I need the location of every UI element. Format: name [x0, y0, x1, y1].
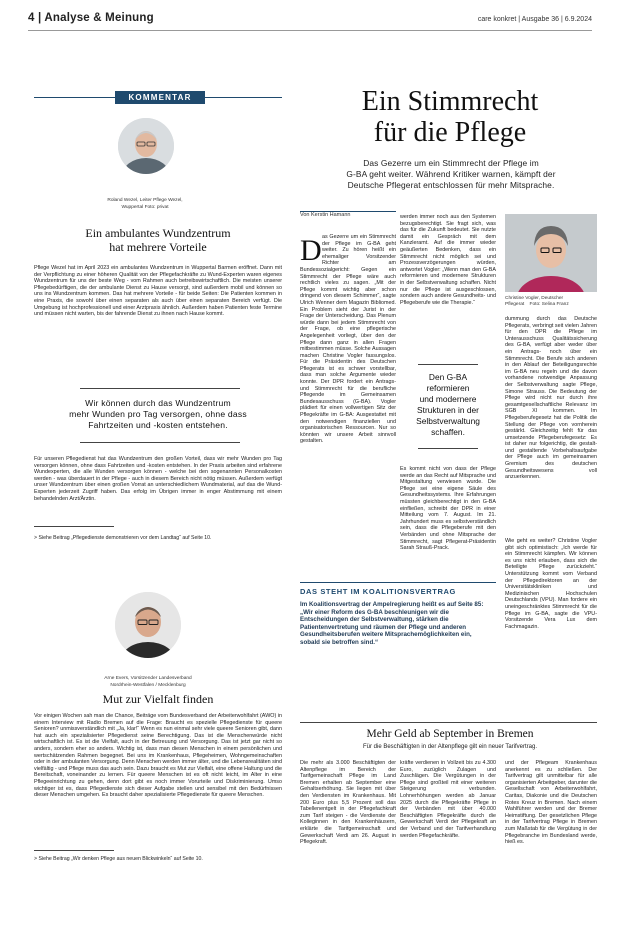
section-label: 4 | Analyse & Meinung	[28, 12, 154, 24]
pull-quote-1-line-1: Wir können durch das Wundzentrum	[85, 398, 231, 408]
pull-quote-1-line-2: mehr Wunden pro Tag versorgen, ohne dass	[69, 409, 247, 419]
sub-article-lead: Für die Beschäftigten in der Altenpflege gilt ein neuer Tarifvertrag.	[363, 744, 537, 750]
photo-3-credit: Foto: Selina Franz	[529, 302, 569, 307]
main-title-line-1: Ein Stimmrecht	[361, 86, 539, 117]
person-silhouette-icon	[115, 592, 181, 658]
ref-2-rule	[34, 850, 114, 851]
main-column-2-top: werden immer noch aus den Systemen bezugsberechtigt. Sie fragt sich, was das für die Zukunft bedeutet. Sie nutzte damit ein Gespräch mit dem Kanzleramt. Auf die immer wieder geäußerten Bedenken, dass ein Stimmrecht nicht möglich sei und Prozessverzögerungen würden, antwortet Vogler: „Wenn man den G-BA reformieren und modernere Strukturen in der Selbstverwaltung schaffen. Nicht nur die Pflege ist ausgeschlossen, sondern auch andere Gesundheits- und Pflegeberufe wie die Therapie.“	[400, 214, 496, 306]
main-title	[300, 86, 600, 148]
sub-column-2: kräfte verdienen in Vollzeit bis zu 4.300 Euro, zuzüglich Zulagen und Zuschlägen. Die Vergütungen in der Pflege sind großteil mit einer weiteren Steigerung verbunden. Lohnerhöhungen werden ab Januar 2025 durch die Pflegekräfte Pflege in der Verbänden mit über 40.000 Beschäftigten Pflegekräfte durch die Gewerkschaft Verdi der Pflegekraft an der Verband und der Tarifverhandlung werden Pflegefachkräfte.	[400, 760, 496, 839]
main-lead-line-2: G-BA geht weiter. Während Kritiker warnen, kämpft der	[346, 169, 556, 179]
main-column-3-bottom: Wie geht es weiter? Christine Vogler gibt sich optimistisch: „Ich werde für ein Stimmrecht kämpfen. Wir können es uns nicht erlauben, dass sich die Beteiligte Pflege zurückzieht.“ Unterstützung kommt vom Verband der Pflegedirektoren an der Universitätskliniken und Medizinischen Hochschulen Deutschlands (VPU). Man fordere ein uneingeschränktes Stimmrecht für die Pflege im G-BA, sagte die VPU-Vorsitzende Vera Lux dem Fachmagazin.	[505, 538, 597, 630]
dropcap-spacer	[300, 234, 322, 267]
author-photo-1	[118, 118, 174, 174]
article-1-body: Pflege Wezel hat im April 2023 ein ambulantes Wundzentrum in Wuppertal Barmen eröffnet. Dann mit der Verpflichtung zu einer höheren Qualität von der Pflegefachkräfte zu Wund-Experten waren eigenes Wundzentrum für uns der beste Weg - vom Rahmen auch betreibswirtschaftlich. Die meisten unserer Pflegebedürftigen, die der ambulante Dienst zu Hause versorgt, sind außerdem mobil und können so uns ins Wundzentrum kommen. Das hat mehrere Vorteile - für beide Seiten: Die Patienten kommen in eine Praxis, die sowohl über einen separaten als auch über einen separaten Bereich verfügt. Die Umgebung ist hochprofessionell und einer Arztpraxis ähnlich. Außerdem haben Patienten feste Termine und müssen nicht warten, bis der fahrende Dienst zu ihnen nach Hause kommt.	[34, 265, 282, 318]
box-body: Im Koalitionsvertrag der Ampelregierung heißt es auf Seite 85: „Wir einer Reform des G-BA beschleunigen wir die Entscheidungen der Selbstverwaltung, stärken die Patientenvertretung und räumen der Pflege und anderen Gesundheitsberufen weitere Mitsprachemöglichkeiten ein, sobald sie betroffen sind.“	[300, 601, 484, 646]
photo-1-caption-place	[90, 205, 200, 211]
box-title: DAS STEHT IM KOALITIONSVERTRAG	[300, 587, 456, 596]
sub-article-rule	[300, 722, 597, 723]
article-1-title-line-1: Ein ambulantes Wundzentrum	[85, 226, 231, 240]
photo-3-name: Christine Vogler, Deutscher	[505, 296, 564, 301]
photo-1-caption-name: Roland Wezel, Leiter Pflege Wezel,	[107, 198, 183, 203]
main-column-3-top: dummung durch das Deutsche Pflegerats, verbringt seit vielen Jahren für den DPR die Pflege im Unterausschuss Qualitätssicherung des G-BA, verfügt aber weder über ein Antrags- noch über ein Stimmrecht. Die Berufe sich anderen in den Ablauf der Beteiligungsrechte im G-BA neu regeln und die davon vorhandene notwendige Anpassung der Selbstverwaltung sagte Pflege, Simone Strauss. Die Bedeutung der Pflege wird nicht nur durch ihre gesamtgesellschaftliche Relevanz im SGB XI kommen. Im Pflegeberufegesetz hat die Politik die Stellung der Pflege von vornherein gestärkt. Gleichzeitig fehlt für das umsetzende Pflegeberufegesetz: Es ist daher nur folgerichtig, die gestalt- und gestaltende Vorbehaltsaufgabe der Pflege auch im gemeinsamen Gremium des deutschen Gesundheitswesens voll anzuerkennen.	[505, 316, 597, 481]
main-lead	[306, 158, 596, 191]
pull-quote-2-line-6: schaffen.	[431, 427, 465, 437]
main-lead-line-3: Deutsche Pflegerat entschlossen für mehr Mitsprache.	[347, 180, 555, 190]
photo-3-caption	[505, 296, 597, 308]
article-2-title: Mut zur Vielfalt finden	[102, 692, 214, 706]
pull-quote-1	[34, 398, 282, 431]
main-title-line-2: für die Pflege	[373, 117, 527, 148]
vogler-photo	[505, 214, 597, 292]
main-column-2-bottom: Es kommt nicht von dass der Pflege werde an das Recht auf Mitsprache und Mitgestaltung verwiesen wurde. Die Pflege sei eine eigene Säule des Gesundheitssystems. Ihre Erfahrungen müssten gleichberechtigt in den G-BA einfließen, schreibt der DPR in einer Mitteilung vom 7. August. Im 21. Jahrhundert muss es selbstverständlich sein, dass die Pflegeberufe mit den Verbänden und ohne Mitsprache der Stimmrecht, sagt Pflegerat-Präsidentin Sarah Strauß-Prack.	[400, 466, 496, 552]
pull-quote-2-line-2: reformieren	[426, 383, 470, 393]
main-column-1	[300, 234, 396, 572]
pull-quote-1-rule-bottom	[80, 442, 240, 443]
pull-quote-2-line-5: Selbstverwaltung	[416, 416, 480, 426]
kommentar-tag: KOMMENTAR	[115, 91, 205, 104]
pull-quote-2-line-4: Strukturen in der	[417, 405, 479, 415]
main-lead-line-1: Das Gezerre um ein Stimmrecht der Pflege im	[363, 158, 539, 168]
main-column-1-text: as Gezerre um ein Stimmrecht der Pflege im G-BA geht weiter. Zu hören heißt ein ehemaliger Vorsitzender Richter am Bundessozialgericht: Gegen ein Stimmrecht der Pflege wäre auch rechtlich vieles zu sagen. „Mit der Pflege kommt wichtig aber schon dringend von diesem Schimmer“, sagte Ulrich Wenner dem Magazin Bibliomed. Ein Problem sieht der Jurist in der Frage der Unterscheidung. Das Plenum würde dann bei jedem Stimmrecht von der Frage, ob eine pflegerische Angelegenheit vorliegt, über den der Pflege dann ganz in allen Fragen mitbestimmen müsse. Solche Aussagen machen Christine Vogler fassungslos. Für die Präsidentin des Deutschen Pflegerats ist es schwer vorstellbar, dass man solche Argumente wieder konnte. Der DPR fordert ein Antrags- und Stimmrecht für die berufliche Pflegende im Gemeinsamen Bundesausschuss (G-BA). Vogler plädiert für einen vollwertigen Sitz der Pflegekräfte im G-BA: Ausgestattet mit den notwendigen finanziellen und organisatorischen Ressourcen. Nur so könnten wir unsere Arbeit sinnvoll gestalten.	[300, 234, 396, 445]
byline: Von Kerstin Hamann	[300, 212, 351, 218]
pull-quote-1-rule-top	[80, 388, 240, 389]
photo-3-org: Pflegerat	[505, 302, 525, 307]
ref-1: > Siehe Beitrag „Pflegedienste demonstrieren vor dem Landtag“ auf Seite 10.	[34, 535, 212, 541]
pull-quote-2-rule-bottom	[418, 448, 478, 449]
photo-2-caption-name: Arne Evers, Vorsitzender Landesverband	[104, 676, 192, 681]
author-photo-2	[115, 592, 181, 658]
issue-info: care konkret | Ausgabe 36 | 6.9.2024	[477, 16, 592, 23]
ref-2: > Siehe Beitrag „Wir denken Pflege aus neuen Blickwinkeln“ auf Seite 10.	[34, 856, 203, 862]
header-rule	[28, 30, 592, 31]
photo-1-credit: Foto: privat	[144, 205, 169, 210]
article-1-body-2: Für unseren Pflegedienst hat das Wundzentrum den großen Vorteil, dass wir mehr Wunden pro Tag versorgen können, ohne dass Fahrtzeiten und -kosten entstehen. In der Praxis arbeiten sind erfahrene Wundexperten, die alle Wunden versorgen können - welche bei den sogenannten Personalkosten werden - was überdauert in der Pflege - auch in diesem Bereich nicht nötig müssen. Außerdem verfügt unser Wundzentrum über einen großen Vorrat an unterschiedlichem Wundmaterial, auf das die Wund-Experten jederzeit Zugriff haben. Das erfolg im Übrigen immer in enger Abstimmung mit einem behandelnden Arzt/Ärztin.	[34, 456, 282, 502]
article-2-body: Vor einigen Wochen sah man die Chance, Beiträge vom Bundesverband der Arbeiterwohlfahrt (AWO) in einem Interview mit Radio Bremen auf die Frage: Braucht es spezielle Pflegedienste für queere Senioren? unmissverständlich mit „Ja, klar!“ Wenn es nun einmal sehr viele queere Senioren gibt, dann hat auch ein spezialisierter Pflegedienst seine Berechtigung. Das ist die Menschenwürde nicht wirtschaftlich ist. Es ist die Vielfalt, auch in der Betreuung und Versorgung. Das ist jetzt gar nicht so anders, sondern eher so anders. Wichtig ist, dass man diesen Menschen in einem persönlichen und wertschätzenden Rahmen begegnet. Bei uns im Krankenhaus, Pflegeheimen, Wohngemeinschaften oder in der ambulanten Versorgung. Denn Menschen werden immer älter, und die Lebensrealitäten sind vielfältig - und Pflege muss das auch sein. Dazu braucht es Mut zur Vielfalt, eine offene Haltung und die Bereitschaft, voneinander zu lernen. Für queere Menschen ist es oft nicht leicht, im Alter in eine Pflegeeinrichtung zu gehen, denn dort gibt es noch immer Vorurteile und Diskriminierung. Umso wichtiger ist es, dass Pflegedienste sich dieser Aufgabe stellen und sensibel mit den Bedürfnissen dieser Menschen umgehen. Es braucht daher spezialisierte Pflegedienste für queere Menschen.	[34, 713, 282, 799]
pull-quote-2-rule-top	[418, 364, 478, 365]
pull-quote-2-line-1: Den G-BA	[428, 372, 468, 382]
person-photo-icon	[505, 214, 597, 292]
pull-quote-2-line-3: und modernere	[419, 394, 477, 404]
sub-column-3: und der Pflegeam Krankenhaus anerkennt es zu schließen. Der Tarifvertrag gilt unmittelbar für alle organisierten Arbeitgeber, darunter die Gesellschaft von Arbeiterwohlfahrt, Caritas, Diakonie und die Deutschen Rotes Kreuz in Bremen. Nach einem Wahlführer werden und der Bremer Heimstiftung. Der gesetzlichen Pflege in der Tarifvertrag Pflege in Bremen zum Maßstab für die Vergütung in der Pflegebranche im Bundesland werde, hieß es.	[505, 760, 597, 846]
article-1-title-line-2: hat mehrere Vorteile	[109, 240, 207, 254]
person-silhouette-icon	[118, 118, 174, 174]
pull-quote-2	[402, 372, 494, 438]
ref-1-rule	[34, 526, 114, 527]
sub-column-1: Die mehr als 3.000 Beschäftigten der Altenpflege im Bereich der Tarifgemeinschaft Pflege im Land Bremen erhalten ab September eine Gehaltserhöhung. Sie liegen mit über den Verdiensten im Krankenhaus. Mit 200 Euro plus 5,5 Prozent soll das Tabellenentgelt in der Pflegefachkraft zum Tarif steigen - die Verdienste der Kolleginnen in den Krankenhäusern, erklärte die Tarifgemeinschaft und Gewerkschaft Verdi am 26. August in Pflegekraft.	[300, 760, 396, 846]
article-1-title	[34, 226, 282, 254]
box-rule-top	[300, 582, 496, 583]
drop-cap: D	[300, 234, 322, 267]
sub-article-title: Mehr Geld ab September in Bremen	[366, 728, 534, 740]
photo-2-caption-place: Nordrhein-Westfalen / Mecklenburg	[110, 683, 186, 688]
pull-quote-1-line-3: Fahrtzeiten und -kosten entstehen.	[88, 420, 228, 430]
photo-1-place: Wuppertal	[121, 205, 144, 210]
